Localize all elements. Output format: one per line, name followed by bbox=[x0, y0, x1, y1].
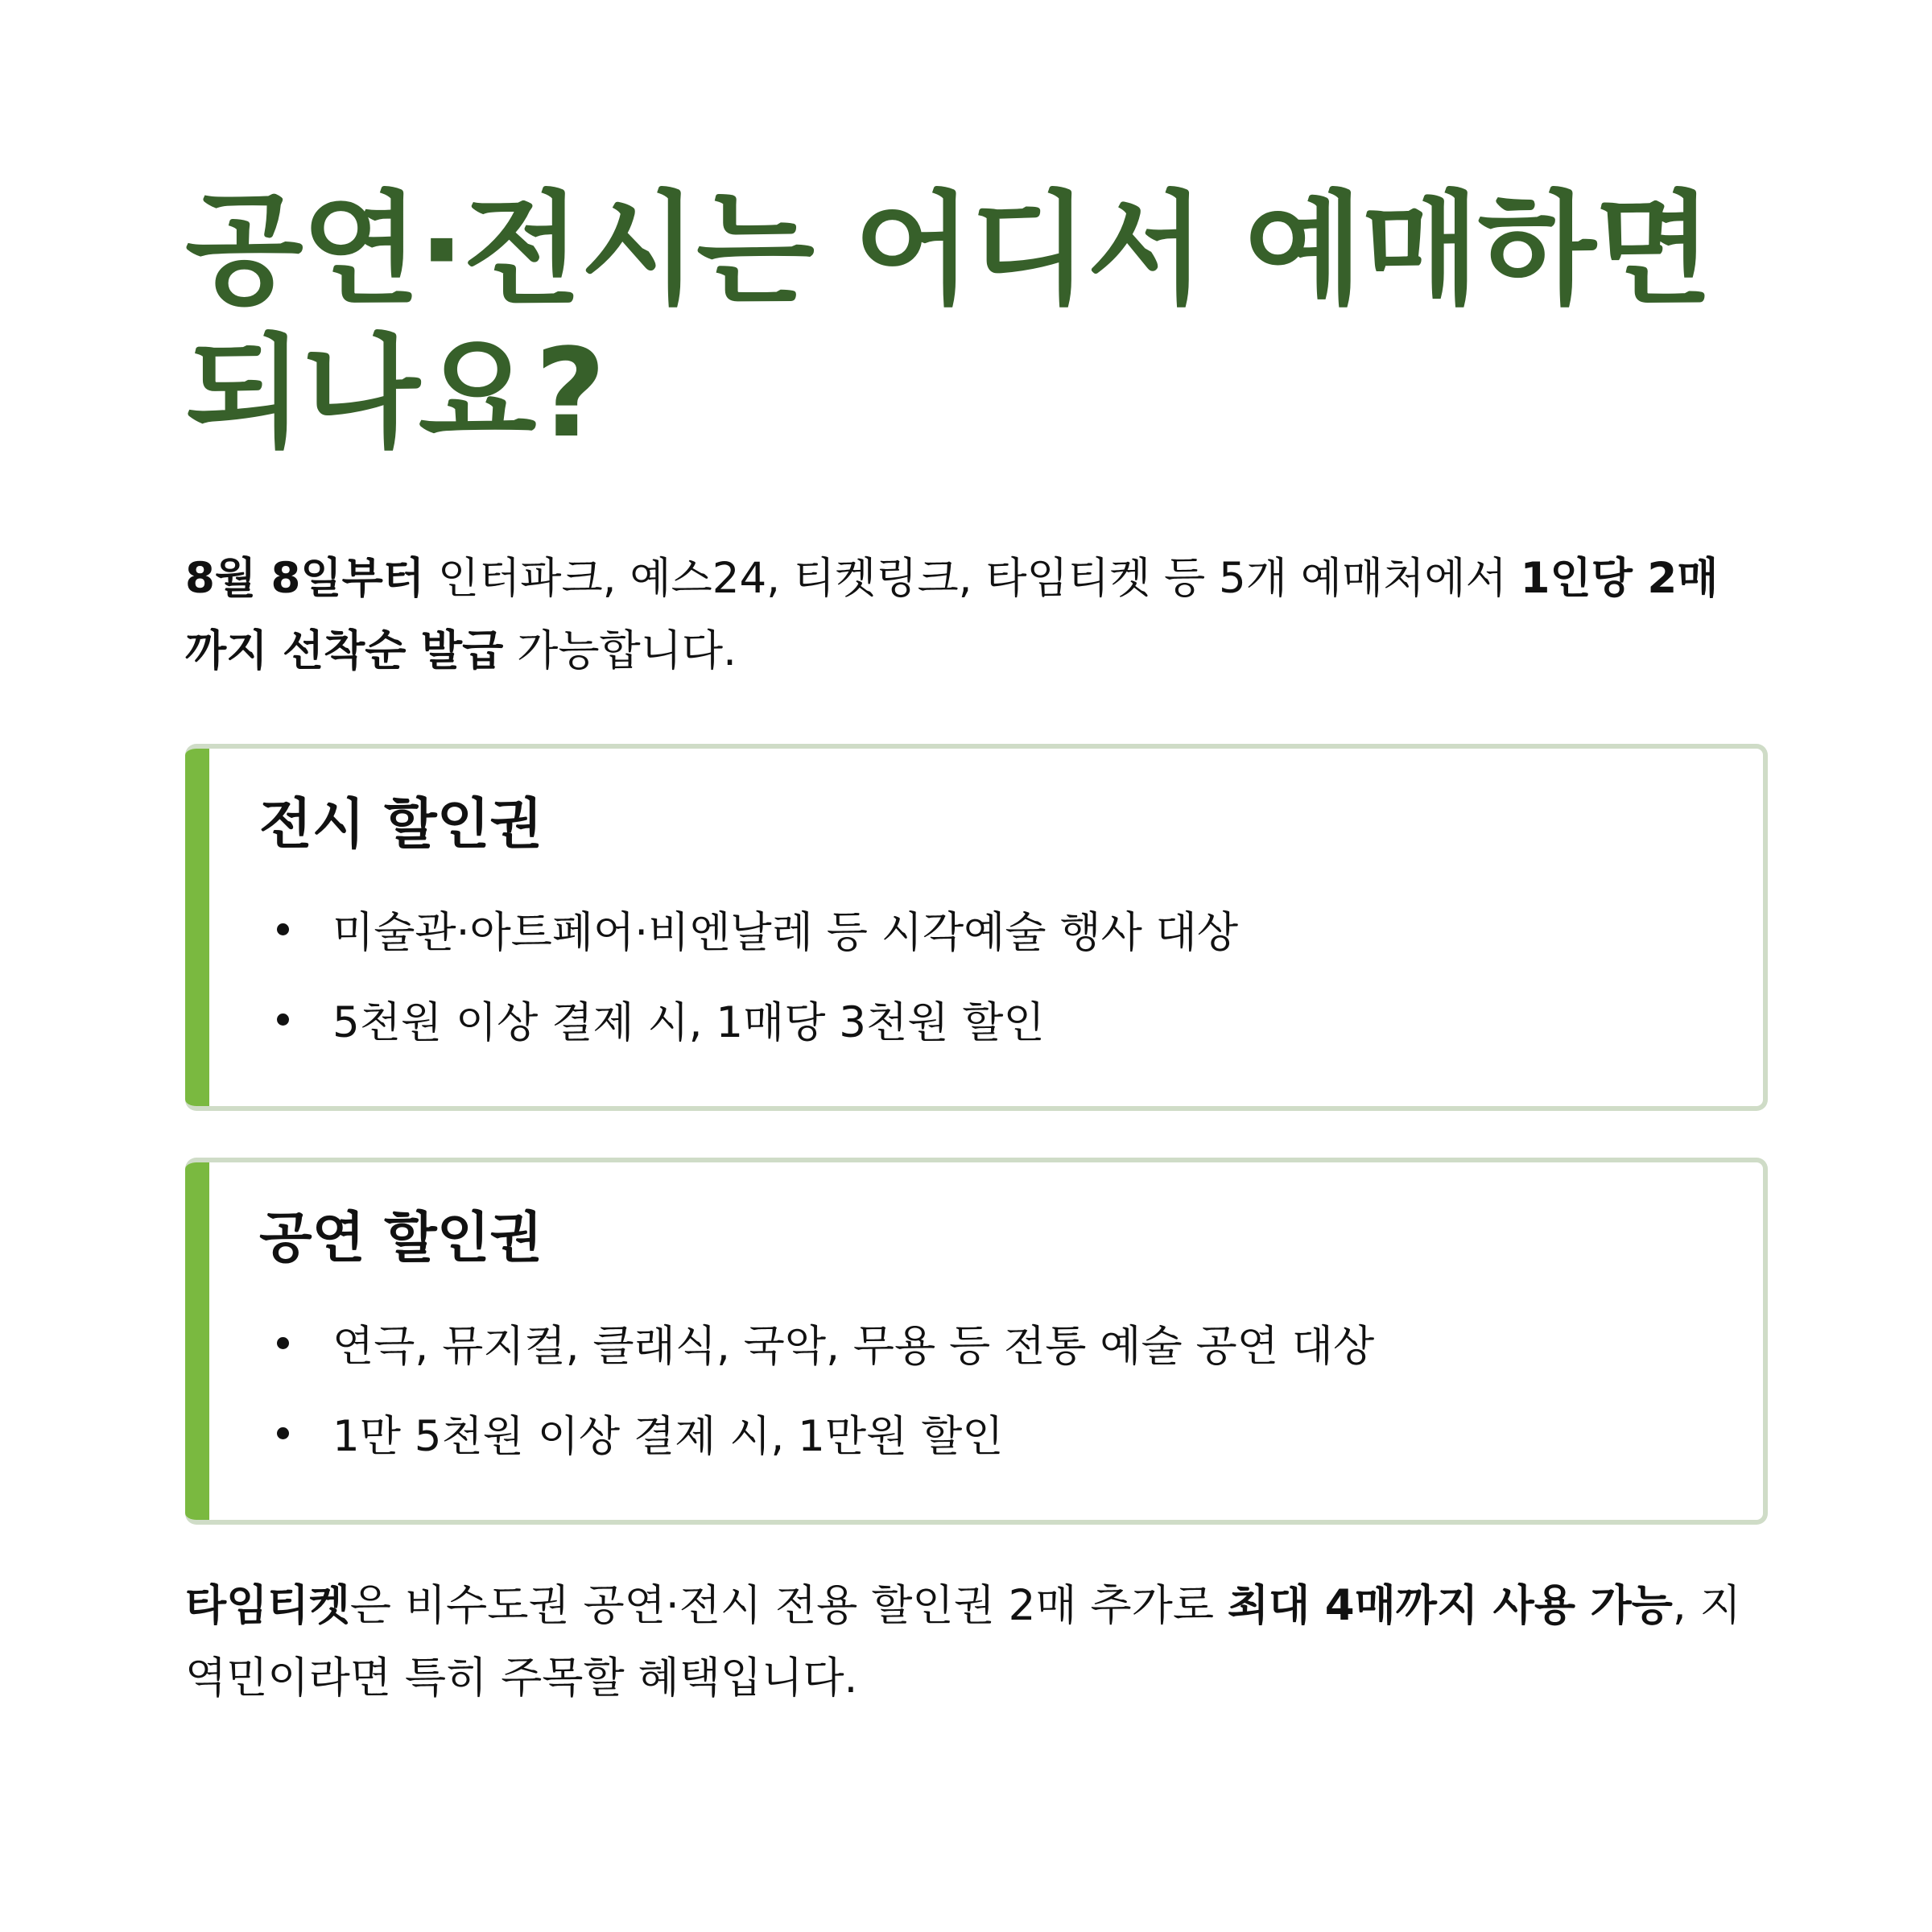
bullet-list bbox=[259, 884, 1763, 1064]
performance-discount-card bbox=[185, 1158, 1768, 1525]
footer-suffix: , 지역민이라면 특히 주목할 혜택입니다. bbox=[185, 1581, 1741, 1703]
intro-suffix: 가능합니다. bbox=[503, 626, 737, 675]
list-item-text: 연극, 뮤지컬, 클래식, 국악, 무용 등 전통 예술 공연 대상 bbox=[332, 1322, 1375, 1371]
intro-paragraph bbox=[185, 543, 1750, 687]
list-item-text: 미술관·아트페어·비엔날레 등 시각예술 행사 대상 bbox=[332, 908, 1239, 957]
list-item bbox=[259, 1298, 1763, 1388]
list-item-text: 1만 5천원 이상 결제 시, 1만원 할인 bbox=[332, 1412, 1004, 1461]
bullet-icon bbox=[277, 1427, 289, 1439]
list-item bbox=[259, 974, 1763, 1064]
intro-text: 인터파크, 예스24, 티켓링크, 타임티켓 등 5개 예매처에서 bbox=[424, 554, 1521, 603]
bullet-icon bbox=[277, 1337, 289, 1349]
footer-paragraph bbox=[185, 1570, 1750, 1715]
bullet-icon bbox=[277, 1013, 289, 1026]
bullet-list bbox=[259, 1298, 1763, 1478]
exhibition-discount-card bbox=[185, 744, 1768, 1111]
intro-limit: 1인당 2매까지 선착순 발급 bbox=[185, 554, 1719, 675]
footer-highlight: 최대 4매까지 사용 가능 bbox=[1227, 1581, 1673, 1630]
page-title: 공연·전시는 어디서 예매하면 되나요? bbox=[185, 179, 1711, 464]
list-item-text: 5천원 이상 결제 시, 1매당 3천원 할인 bbox=[332, 998, 1045, 1047]
footer-vendor: 타임티켓 bbox=[185, 1581, 350, 1630]
card-title: 공연 할인권 bbox=[259, 1207, 543, 1270]
list-item bbox=[259, 1388, 1763, 1478]
intro-date: 8월 8일부터 bbox=[185, 554, 424, 603]
bullet-icon bbox=[277, 923, 289, 935]
list-item bbox=[259, 884, 1763, 974]
card-title: 전시 할인권 bbox=[259, 793, 543, 857]
footer-text: 은 비수도권 공연·전시 전용 할인권 2매 추가로 bbox=[349, 1581, 1228, 1630]
